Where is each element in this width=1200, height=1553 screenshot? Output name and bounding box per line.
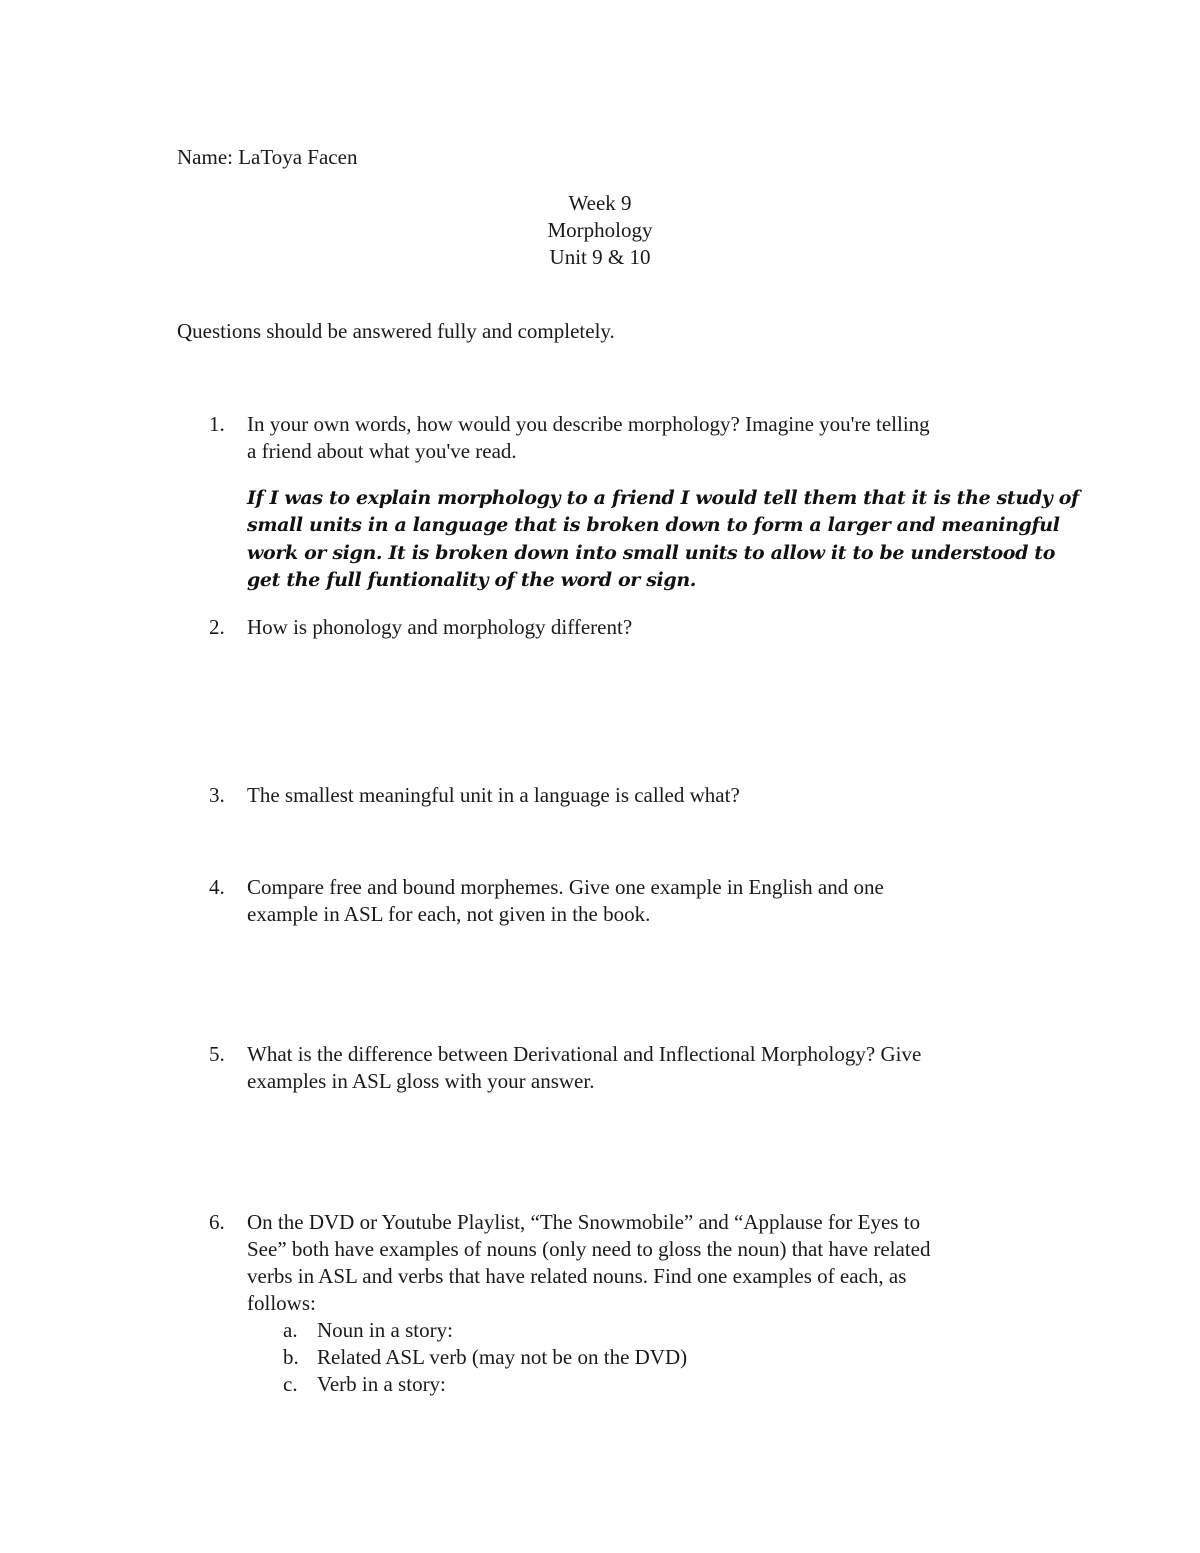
question-text-line: What is the difference between Derivational and Inflectional Morphology? Give	[247, 1042, 922, 1066]
question-text-line: How is phonology and morphology different?	[247, 615, 633, 639]
question-text-line: Compare free and bound morphemes. Give one example in English and one	[247, 875, 884, 899]
question-number: 6.	[209, 1210, 225, 1234]
question-number: 5.	[209, 1042, 225, 1066]
answer-text-line: work or sign. It is broken down into small units to allow it to be understood to	[247, 542, 1056, 564]
question-number: 4.	[209, 875, 225, 899]
answer-text-line: If I was to explain morphology to a friend I would tell them that it is the study of	[247, 487, 1079, 509]
question-text-line: In your own words, how would you describe morphology? Imagine you're telling	[247, 412, 930, 436]
sub-item-text: Verb in a story:	[317, 1372, 446, 1396]
sub-item-letter: a.	[283, 1318, 298, 1342]
topic-heading: Morphology	[547, 218, 653, 242]
week-heading: Week 9	[568, 191, 632, 215]
question-text-line: verbs in ASL and verbs that have related nouns. Find one examples of each, as	[247, 1264, 907, 1288]
unit-heading: Unit 9 & 10	[549, 245, 651, 269]
question-number: 2.	[209, 615, 225, 639]
sub-item-text: Noun in a story:	[317, 1318, 453, 1342]
question-text-line: On the DVD or Youtube Playlist, “The Snowmobile” and “Applause for Eyes to	[247, 1210, 921, 1234]
question-number: 1.	[209, 412, 225, 436]
question-text-line: examples in ASL gloss with your answer.	[247, 1069, 595, 1093]
answer-text-line: get the full funtionality of the word or sign.	[247, 569, 697, 591]
sub-item-text: Related ASL verb (may not be on the DVD)	[317, 1345, 688, 1369]
question-text-line: See” both have examples of nouns (only need to gloss the noun) that have related	[247, 1237, 931, 1261]
question-text-line: a friend about what you've read.	[247, 439, 517, 463]
question-text-line: example in ASL for each, not given in the book.	[247, 902, 651, 926]
question-number: 3.	[209, 783, 225, 807]
question-text-line: follows:	[247, 1291, 316, 1315]
question-text-line: The smallest meaningful unit in a language is called what?	[247, 783, 740, 807]
instructions-text: Questions should be answered fully and completely.	[177, 319, 615, 343]
sub-item-letter: b.	[283, 1345, 299, 1369]
answer-text-line: small units in a language that is broken down to form a larger and meaningful	[247, 514, 1060, 536]
student-name-line: Name: LaToya Facen	[177, 145, 358, 169]
sub-item-letter: c.	[283, 1372, 298, 1396]
